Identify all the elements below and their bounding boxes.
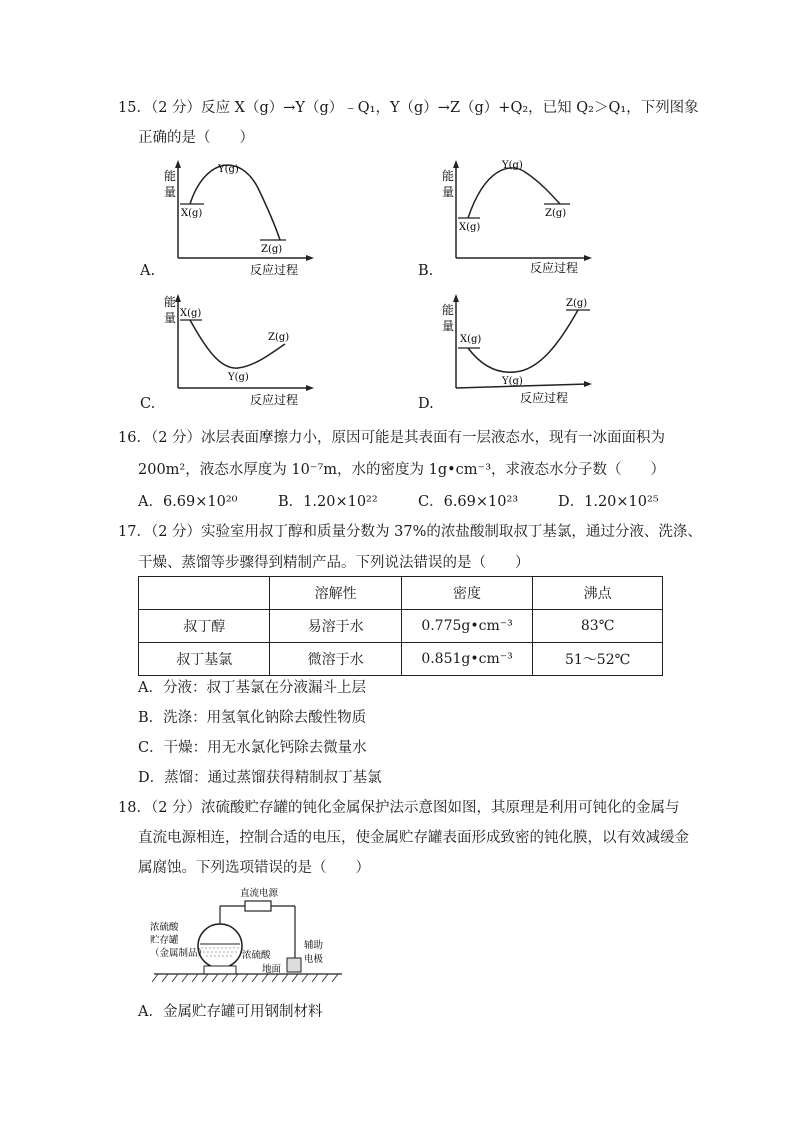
q15-option-d: D. [418,396,434,412]
ground-hatch [152,974,338,982]
tank-label-3: （金属制品） [150,948,208,959]
power-label: 直流电源 [240,888,279,899]
q16-stem-line2: 200m²，液态水厚度为 10⁻⁷m，水的密度为 1g•cm⁻³，求液态水分子数（ ） [138,462,666,478]
graph-a-ylabel-1: 能 [164,169,177,183]
tank-icon [198,924,242,968]
tank-stand [204,966,236,974]
graph-a-x-arrow [306,255,314,261]
q16-option-b: B．1.20×10²² [278,494,378,510]
graph-b-z-state: Z(g) [545,208,567,219]
graph-a-ylabel-2: 量 [164,185,177,199]
table-row [139,643,663,676]
table-cell: 51～52℃ [533,643,663,676]
table-cell: 83℃ [533,610,663,643]
tank-label-1: 浓硫酸 [150,922,179,933]
graph-d-z-state: Z(g) [566,298,588,309]
table-header-cell: 沸点 [533,577,663,610]
q17-option-b: B．洗涤：用氢氧化钠除去酸性物质 [138,710,367,726]
q17-option-d: D．蒸馏：通过蒸馏获得精制叔丁基氯 [138,770,382,786]
dc-power-icon [245,901,271,911]
q17-option-a: A．分液：叔丁基氯在分液漏斗上层 [138,680,366,696]
graph-d-curve [468,310,578,372]
q16-option-d: D．1.20×10²⁵ [558,494,659,510]
graph-b-ylabel-2: 量 [442,185,455,199]
ground-label: 地面 [262,964,282,975]
q16-option-c: C．6.69×10²³ [418,494,519,510]
graph-a-y-arrow [175,160,181,168]
aux-label-1: 辅助 [304,940,324,951]
q16-option-a: A．6.69×10²⁰ [138,494,238,510]
graph-a-curve [190,165,280,240]
graph-a [160,158,320,278]
table-cell: 0.775g•cm⁻³ [401,610,532,643]
tank-label-2: 贮存罐 [150,935,179,946]
graph-c [160,292,320,410]
graph-c-y-state: Y(g) [228,372,249,383]
q15-stem-line1: 15．（2 分）反应 X（g）→Y（g）﹣Q₁，Y（g）→Z（g）+Q₂，已知 Q₂＞Q₁，下列图象 [118,100,699,116]
graph-b-y-arrow [453,160,459,168]
q15-option-b: B. [418,263,434,279]
table-row [139,610,663,643]
graph-d-y-state: Y(g) [502,376,523,387]
graph-c-x-state: X(g) [180,308,202,319]
graph-a-z-state: Z(g) [261,244,283,255]
q15-option-a: A. [140,263,156,279]
graph-c-x-arrow [306,385,314,391]
graph-b-y-state: Y(g) [502,160,523,171]
graph-d-xlabel: 反应过程 [520,391,569,405]
aux-label-2: 电极 [304,954,324,965]
graph-c-curve [190,320,285,368]
q16-stem-line1: 16．（2 分）冰层表面摩擦力小，原因可能是其表面有一层液态水，现有一冰面面积为 [118,430,666,446]
q15-stem-line2: 正确的是（ ） [138,130,254,146]
graph-c-ylabel-2: 量 [164,311,177,325]
graph-d-x-state: X(g) [460,334,482,345]
table-cell: 叔丁基氯 [139,643,270,676]
graph-d [440,292,600,410]
acid-label: 浓硫酸 [242,950,271,961]
table-header-row [139,577,663,610]
table-cell: 叔丁醇 [139,610,270,643]
graph-b-x-arrow [584,255,592,261]
graph-c-xlabel: 反应过程 [250,393,299,407]
graph-d-y-arrow [453,294,459,302]
q17-stem-line1: 17．（2 分）实验室用叔丁醇和质量分数为 37%的浓盐酸制取叔丁基氯，通过分液、洗涤、 [118,524,702,540]
graph-a-y-state: Y(g) [218,164,239,175]
graph-c-z-state: Z(g) [268,332,290,343]
graph-a-x-state: X(g) [181,208,203,219]
q15-option-c: C. [140,396,156,412]
q18-stem-line2: 直流电源相连，控制合适的电压，使金属贮存罐表面形成致密的钝化膜，以有效减缓金 [138,830,689,846]
passivation-figure [150,882,350,984]
table-cell: 0.851g•cm⁻³ [401,643,532,676]
graph-b [440,158,600,278]
graph-d-x-arrow [584,381,592,387]
q18-stem-line3: 属腐蚀。下列选项错误的是（ ） [138,860,370,876]
q17-stem-line2: 干燥、蒸馏等步骤得到精制产品。下列说法错误的是（ ） [138,555,530,571]
graph-b-ylabel-1: 能 [442,169,455,183]
graph-c-ylabel-1: 能 [164,295,177,309]
table-header-cell: 密度 [401,577,532,610]
q18-option-a: A．金属贮存罐可用钢制材料 [138,1004,323,1020]
graph-b-xlabel: 反应过程 [530,261,579,275]
graph-a-xlabel: 反应过程 [250,263,299,277]
table-cell: 易溶于水 [270,610,401,643]
table-header-cell [139,577,270,610]
aux-electrode-icon [287,958,301,972]
graph-d-ylabel-1: 能 [442,303,455,317]
graph-d-ylabel-2: 量 [442,319,455,333]
table-header-cell: 溶解性 [270,577,401,610]
table-cell: 微溶于水 [270,643,401,676]
graph-b-x-state: X(g) [459,222,481,233]
q17-option-c: C．干燥：用无水氯化钙除去微量水 [138,740,367,756]
q18-stem-line1: 18．（2 分）浓硫酸贮存罐的钝化金属保护法示意图如图，其原理是利用可钝化的金属与 [118,800,680,816]
solvent-table [138,576,663,676]
